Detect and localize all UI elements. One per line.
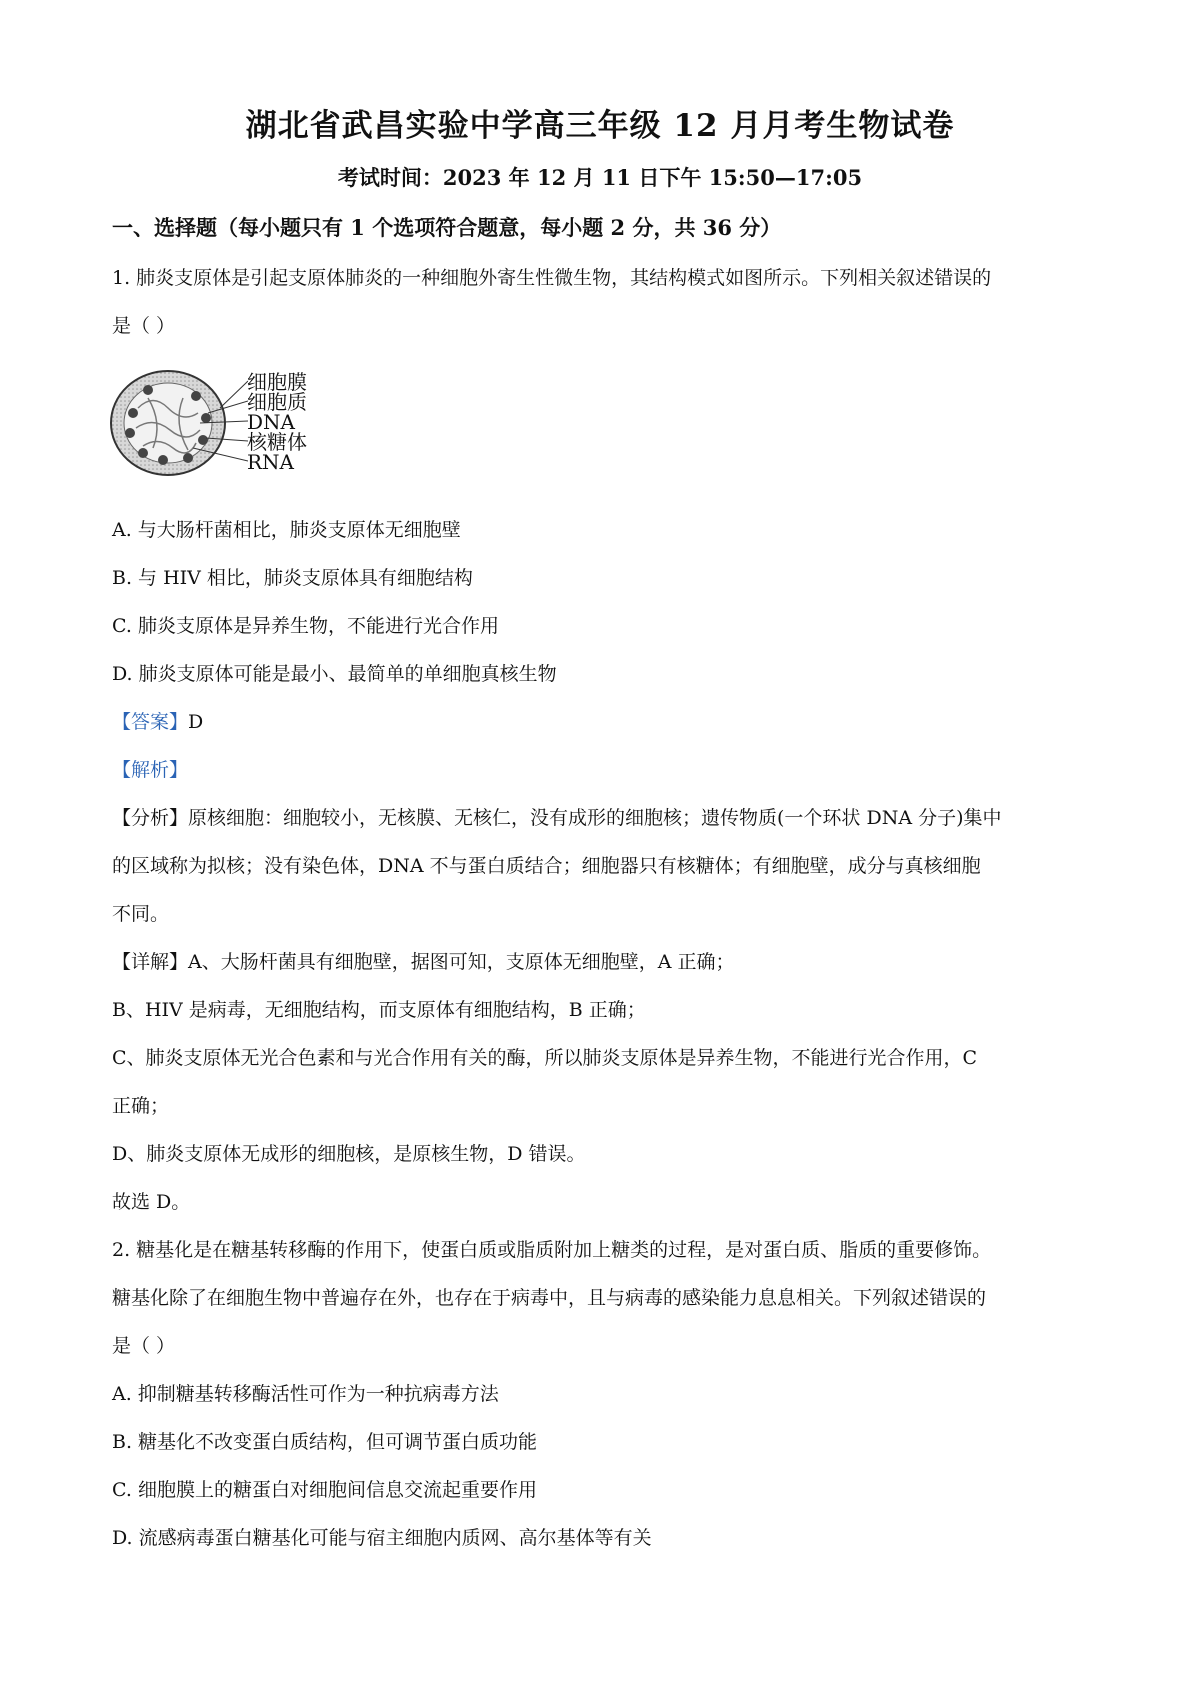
ribosome-dot xyxy=(201,413,211,423)
q2-option-c: C. 细胞膜上的糖蛋白对细胞间信息交流起重要作用 xyxy=(112,1479,537,1501)
ribosome-dot xyxy=(198,435,208,445)
q1-option-b: B. 与 HIV 相比，肺炎支原体具有细胞结构 xyxy=(112,567,473,589)
q2-option-b: B. 糖基化不改变蛋白质结构，但可调节蛋白质功能 xyxy=(112,1431,538,1453)
answer-value: D xyxy=(188,711,204,733)
q1-conclusion: 故选 D。 xyxy=(112,1191,191,1213)
q1-option-d: D. 肺炎支原体可能是最小、最简单的单细胞真核生物 xyxy=(112,663,557,685)
figure-label-ribosome: 核糖体 xyxy=(247,430,307,454)
ribosome-dot xyxy=(183,453,193,463)
q1-option-c: C. 肺炎支原体是异养生物，不能进行光合作用 xyxy=(112,615,499,637)
q1-answer xyxy=(112,707,203,734)
q1-fenxi-line3: 不同。 xyxy=(112,903,170,925)
q1-detail-line4: 正确； xyxy=(112,1095,170,1117)
fenxi-tag: 【分析】 xyxy=(112,807,189,829)
mycoplasma-cell-diagram xyxy=(108,368,248,478)
ribosome-dot xyxy=(191,391,201,401)
ribosome-dot xyxy=(138,448,148,458)
q1-detail-line2: B、HIV 是病毒，无细胞结构，而支原体有细胞结构，B 正确； xyxy=(112,999,646,1021)
q1-detail-line5: D、肺炎支原体无成形的细胞核，是原核生物，D 错误。 xyxy=(112,1143,586,1165)
q1-stem-line1: 1. 肺炎支原体是引起支原体肺炎的一种细胞外寄生性微生物，其结构模式如图所示。下列相关叙述错误的 xyxy=(112,267,992,289)
fenxi-text: 原核细胞：细胞较小，无核膜、无核仁，没有成形的细胞核；遗传物质(一个环状 DNA 分子)集中 xyxy=(188,807,1002,829)
xiangjie-tag: 【详解】 xyxy=(112,951,189,973)
q2-option-a: A. 抑制糖基转移酶活性可作为一种抗病毒方法 xyxy=(112,1383,499,1405)
answer-tag: 【答案】 xyxy=(112,711,189,733)
q1-detail-line3: C、肺炎支原体无光合色素和与光合作用有关的酶，所以肺炎支原体是异养生物，不能进行光合作用，C xyxy=(112,1047,978,1069)
figure-label-dna: DNA xyxy=(247,410,295,434)
q2-stem-line3: 是（ ） xyxy=(112,1335,176,1357)
q2-stem-line1: 2. 糖基化是在糖基转移酶的作用下，使蛋白质或脂质附加上糖类的过程，是对蛋白质、脂质的重要修饰。 xyxy=(112,1239,992,1261)
ribosome-dot xyxy=(143,385,153,395)
figure-label-rna: RNA xyxy=(247,450,295,474)
q1-stem-line2: 是（ ） xyxy=(112,315,176,337)
ribosome-dot xyxy=(125,428,135,438)
xiangjie-text: A、大肠杆菌具有细胞壁，据图可知，支原体无细胞壁，A 正确； xyxy=(188,951,735,973)
section-heading: 一、选择题（每小题只有 1 个选项符合题意，每小题 2 分，共 36 分） xyxy=(112,215,782,240)
leader-line xyxy=(220,381,248,408)
q1-fenxi-line2: 的区域称为拟核；没有染色体，DNA 不与蛋白质结合；细胞器只有核糖体；有细胞壁，成分与真核细胞 xyxy=(112,855,981,877)
analysis-tag: 【解析】 xyxy=(112,759,189,781)
exam-title: 湖北省武昌实验中学高三年级 12 月月考生物试卷 xyxy=(245,108,955,144)
q1-detail-line1 xyxy=(112,947,735,974)
q2-option-d: D. 流感病毒蛋白糖基化可能与宿主细胞内质网、高尔基体等有关 xyxy=(112,1527,652,1549)
exam-time: 考试时间：2023 年 12 月 11 日下午 15:50—17:05 xyxy=(337,165,863,190)
q2-stem-line2: 糖基化除了在细胞生物中普遍存在外，也存在于病毒中，且与病毒的感染能力息息相关。下列叙述错误的 xyxy=(112,1287,987,1309)
q1-fenxi-line1 xyxy=(112,803,1002,830)
figure-label-cytoplasm: 细胞质 xyxy=(247,390,307,414)
q1-option-a: A. 与大肠杆菌相比，肺炎支原体无细胞壁 xyxy=(112,519,461,541)
ribosome-dot xyxy=(128,408,138,418)
ribosome-dot xyxy=(158,455,168,465)
figure-label-membrane: 细胞膜 xyxy=(247,370,307,394)
q1-analysis-tag xyxy=(112,755,188,782)
